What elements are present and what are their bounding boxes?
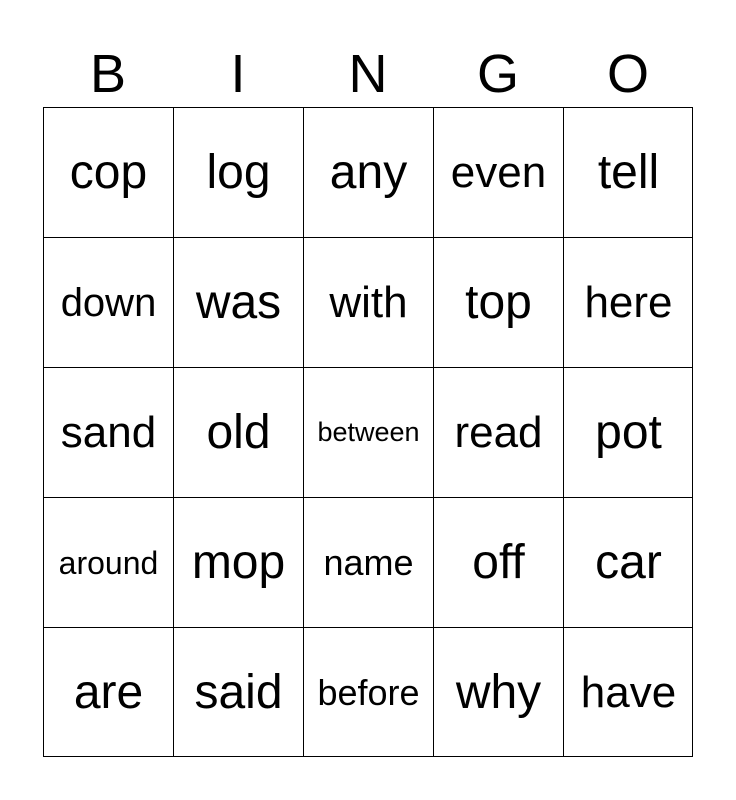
bingo-cell[interactable]: name bbox=[303, 497, 433, 627]
bingo-cell[interactable]: mop bbox=[173, 497, 303, 627]
bingo-cell[interactable]: around bbox=[43, 497, 173, 627]
bingo-cell[interactable]: old bbox=[173, 367, 303, 497]
bingo-cell[interactable]: pot bbox=[563, 367, 693, 497]
bingo-cell[interactable]: down bbox=[43, 237, 173, 367]
bingo-cell[interactable]: read bbox=[433, 367, 563, 497]
bingo-cell[interactable]: with bbox=[303, 237, 433, 367]
bingo-cell[interactable]: cop bbox=[43, 107, 173, 237]
bingo-cell[interactable]: off bbox=[433, 497, 563, 627]
bingo-cell[interactable]: are bbox=[43, 627, 173, 757]
header-letter-g: G bbox=[476, 44, 519, 104]
bingo-cell[interactable]: any bbox=[303, 107, 433, 237]
bingo-cell[interactable]: have bbox=[563, 627, 693, 757]
header-letter-n: N bbox=[348, 44, 388, 104]
bingo-cell[interactable]: tell bbox=[563, 107, 693, 237]
bingo-cell[interactable]: sand bbox=[43, 367, 173, 497]
bingo-cell[interactable]: even bbox=[433, 107, 563, 237]
bingo-header bbox=[43, 40, 693, 108]
bingo-cell[interactable]: said bbox=[173, 627, 303, 757]
bingo-cell[interactable]: top bbox=[433, 237, 563, 367]
header-letter-o: O bbox=[606, 44, 649, 104]
bingo-cell[interactable]: was bbox=[173, 237, 303, 367]
bingo-cell[interactable]: here bbox=[563, 237, 693, 367]
bingo-cell[interactable]: log bbox=[173, 107, 303, 237]
header-letter-i: I bbox=[230, 44, 246, 104]
bingo-cell[interactable]: before bbox=[303, 627, 433, 757]
bingo-cell[interactable]: why bbox=[433, 627, 563, 757]
bingo-cell[interactable]: car bbox=[563, 497, 693, 627]
bingo-cell[interactable]: between bbox=[303, 367, 433, 497]
header-letter-b: B bbox=[89, 44, 127, 104]
bingo-board bbox=[43, 107, 693, 757]
